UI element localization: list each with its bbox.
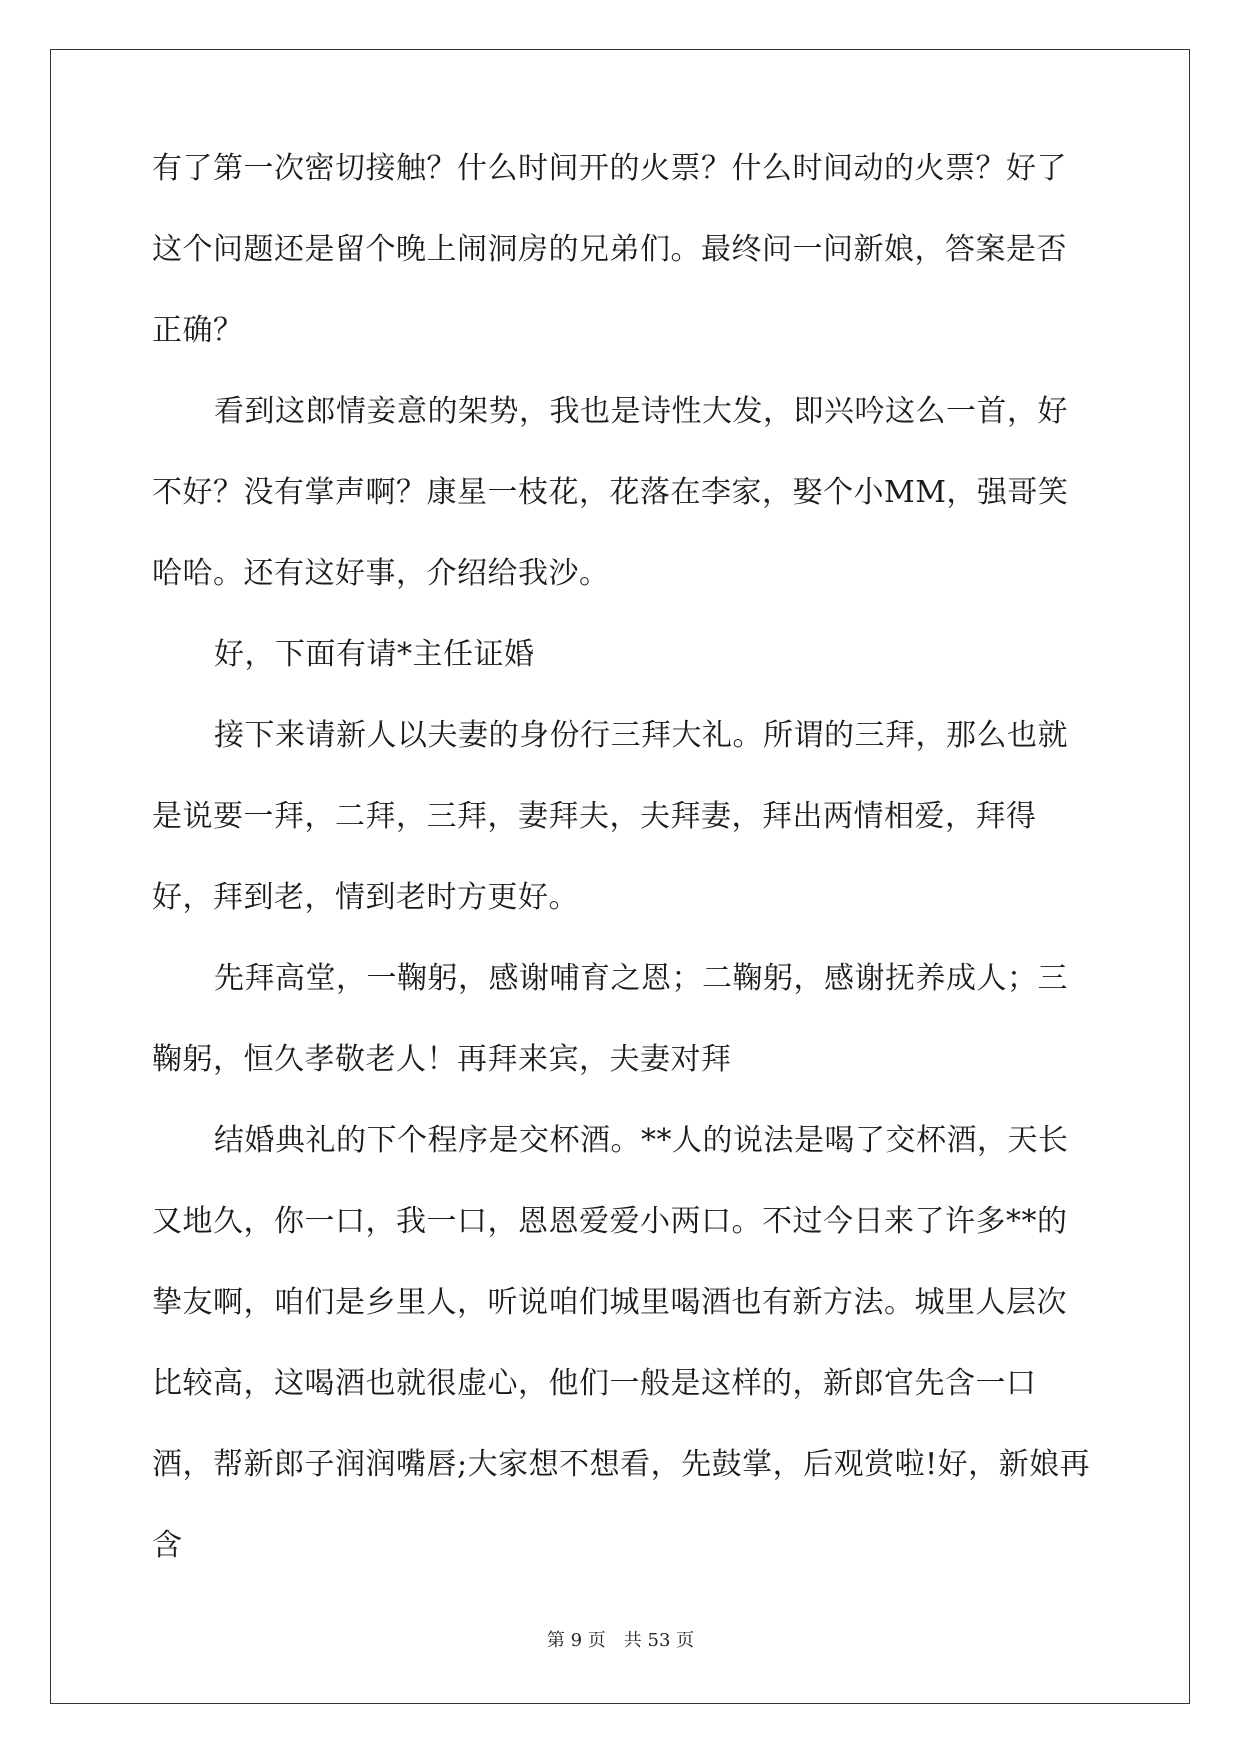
paragraph-6: 结婚典礼的下个程序是交杯酒。**人的说法是喝了交杯酒，天长又地久，你一口，我一口，恩恩爱爱小两口。不过今日来了许多**的挚友啊，咱们是乡里人，听说咱们城里喝酒也有新方法。城里人层次比较高，这喝酒也就很虚心，他们一般是这样的，新郎官先含一口酒，帮新郎子润润嘴唇;大家想不想看，先鼓掌，后观赏啦!好，新娘再含 [152, 1123, 1091, 1563]
paragraph-4: 接下来请新人以夫妻的身份行三拜大礼。所谓的三拜，那么也就是说要一拜，二拜，三拜，妻拜夫，夫拜妻，拜出两情相爱，拜得好，拜到老，情到老时方更好。 [152, 718, 1068, 915]
document-body [152, 128, 1092, 1586]
paragraph-5: 先拜高堂，一鞠躬，感谢哺育之恩；二鞠躬，感谢抚养成人；三鞠躬，恒久孝敬老人！再拜来宾，夫妻对拜 [152, 961, 1068, 1077]
page-number-footer: 第 9 页 共 53 页 [546, 1630, 695, 1651]
paragraph-2: 看到这郎情妾意的架势，我也是诗性大发，即兴吟这么一首，好不好？没有掌声啊？康星一枝花，花落在李家，娶个小MM，强哥笑哈哈。还有这好事，介绍给我沙。 [152, 394, 1069, 591]
paragraph-3: 好，下面有请*主任证婚 [214, 637, 535, 672]
paragraph-1: 有了第一次密切接触？什么时间开的火票？什么时间动的火票？好了这个问题还是留个晚上闹洞房的兄弟们。最终问一问新娘，答案是否正确？ [152, 151, 1067, 348]
